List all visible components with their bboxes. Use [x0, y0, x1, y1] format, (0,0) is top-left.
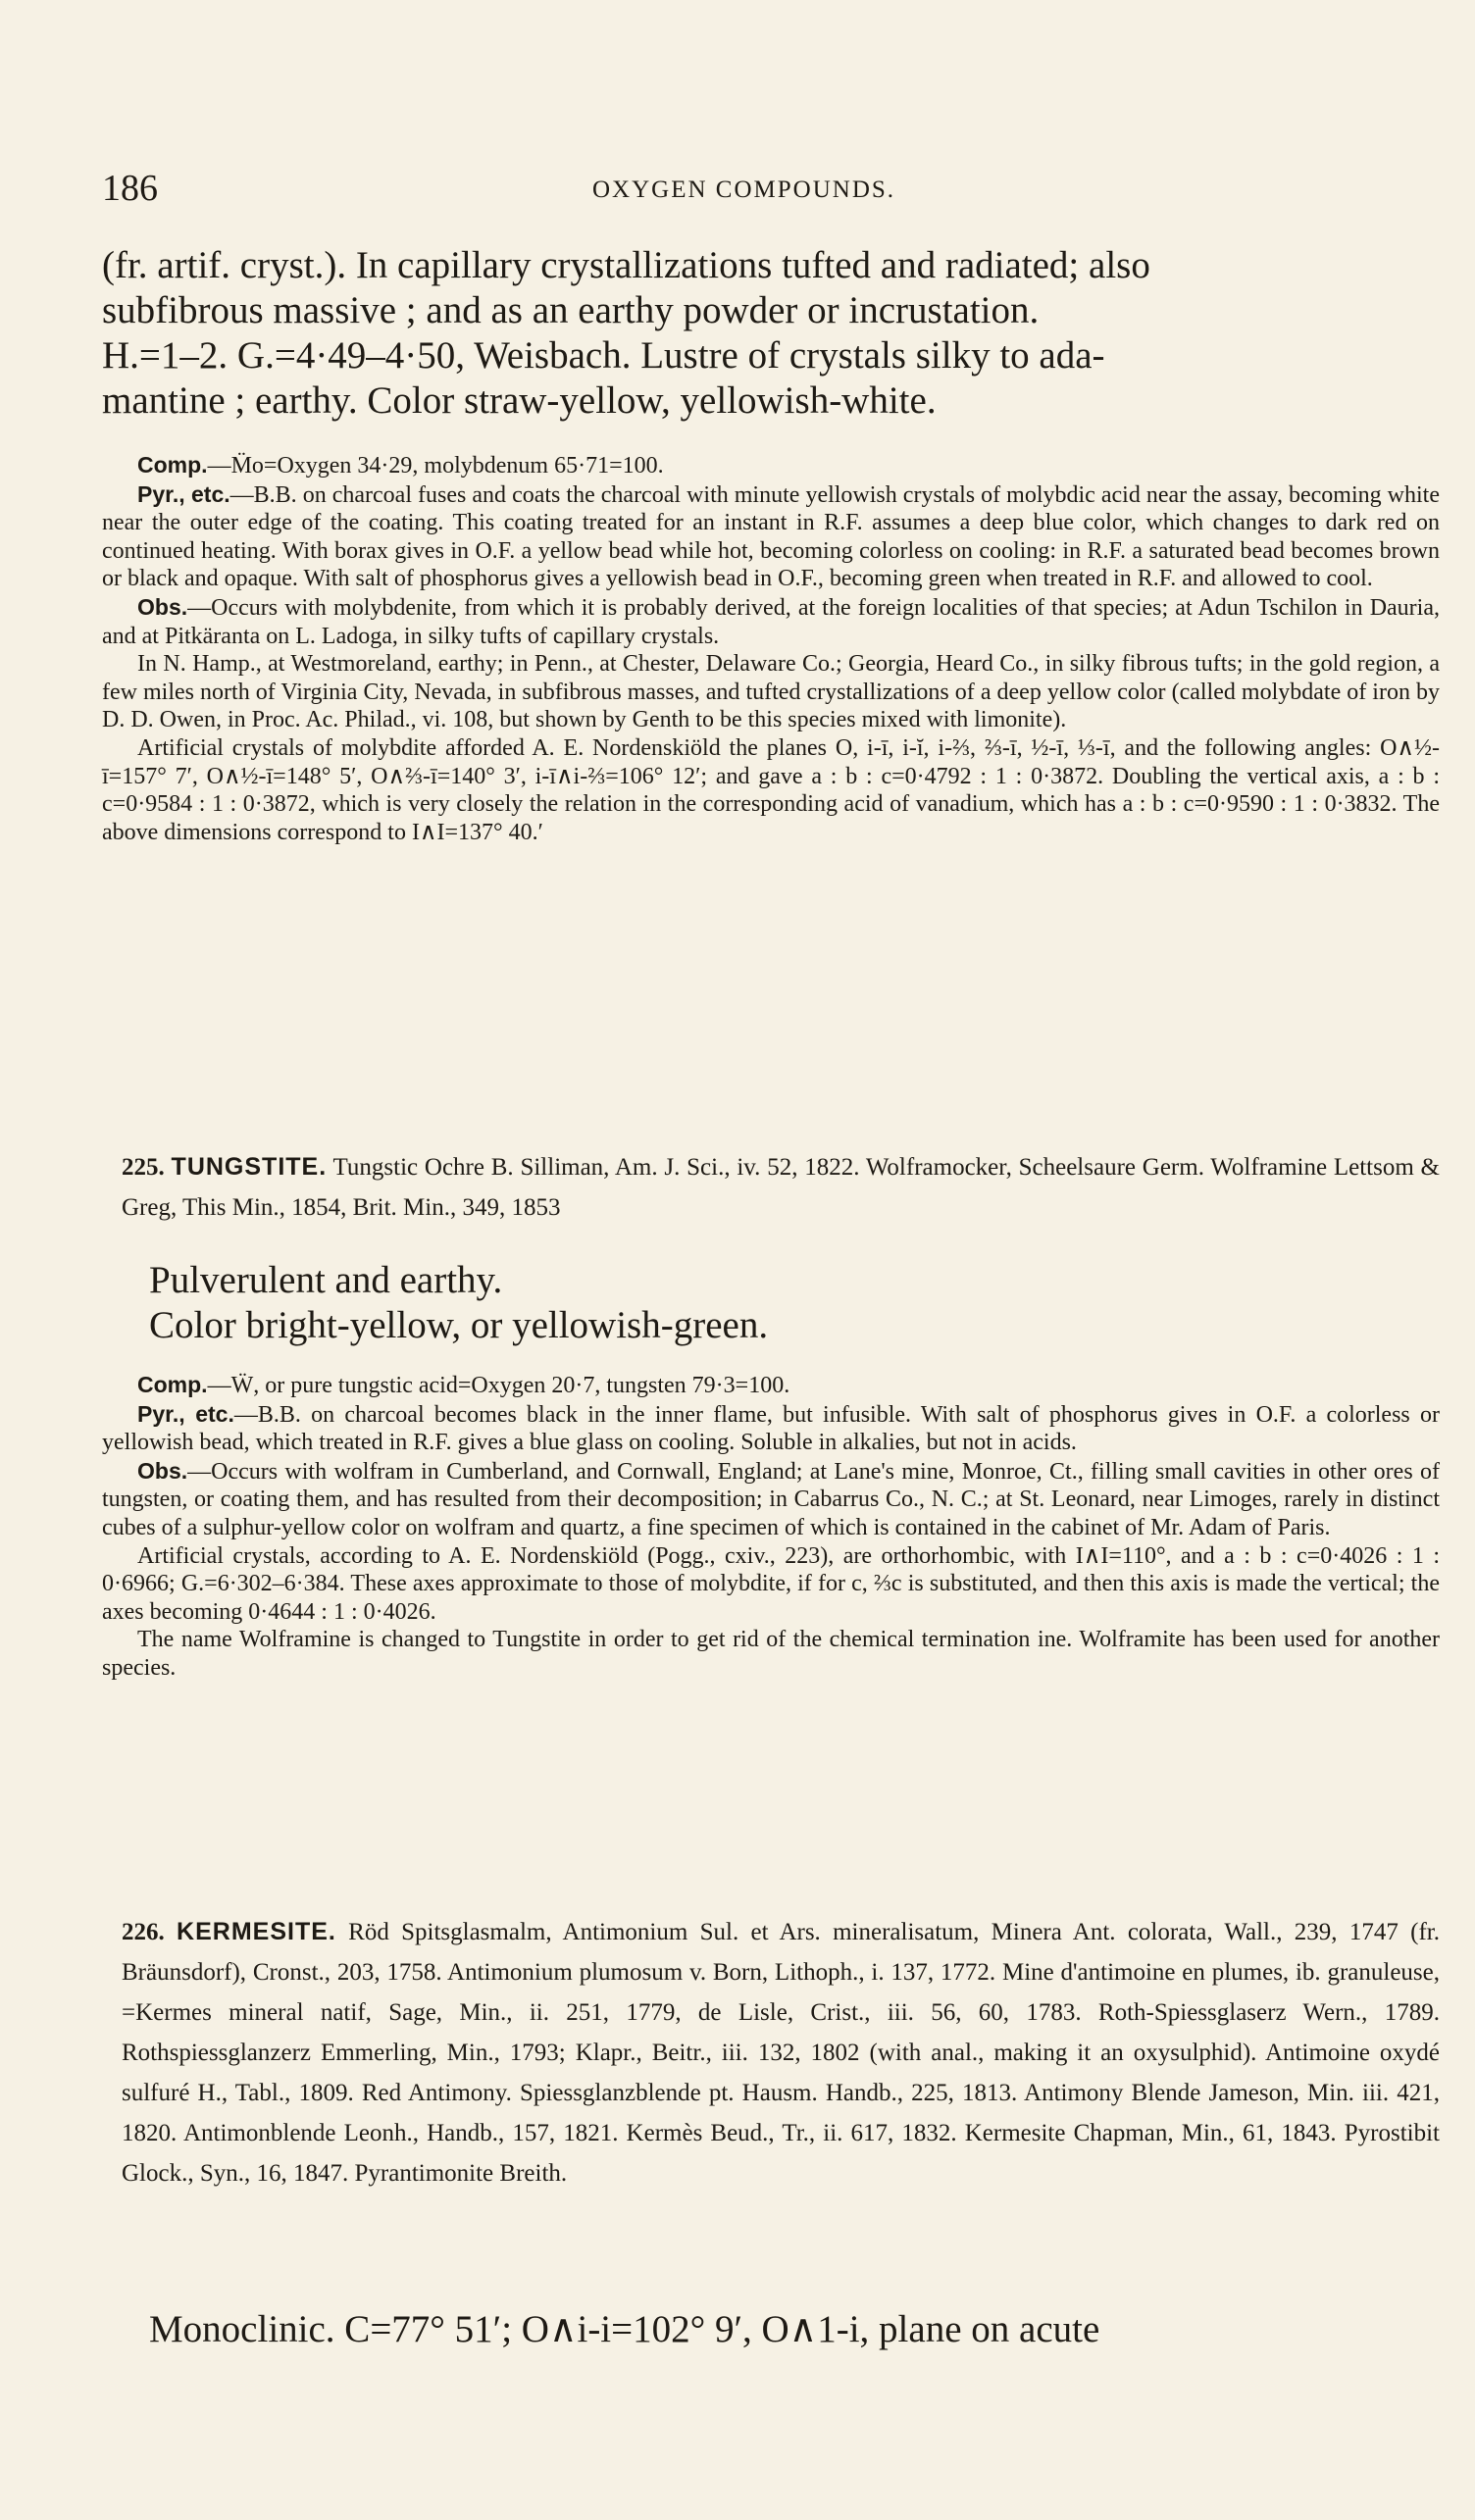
synonymy-text: Röd Spitsglasmalm, Antimonium Sul. et Ars. mineralisatum, Minera Ant. colorata, Wall., 239, 1747 (fr. Bräunsdorf), Cronst., 203, 1758. Antimonium plumosum v. Born, Lithoph., i. 137, 1772. Mine d'antimoine en plumes, ib. granuleuse, =Kermes mineral natif, Sage, Min., ii. 251, 1779, de Lisle, Crist., iii. 56, 60, 1783. Roth-Spiessglaserz Wern., 1789. Rothspiessglanzerz Emmerling, Min., 1793; Klapr., Beitr., iii. 132, 1802 (with anal., making it an oxysulphid). Antimoine oxydé sulfuré H., Tabl., 1809. Red Antimony. Spiessglanzblende pt. Hausm. Handb., 225, 1813. Antimony Blende Jameson, Min. iii. 421, 1820. Antimonblende Leonh., Handb., 157, 1821. Kermès Beud., Tr., ii. 617, 1832. Kermesite Chapman, Min., 61, 1843. Pyrostibit Glock., Syn., 16, 1847. Pyrantimonite Breith. — [122, 1919, 1440, 2187]
desc-line: (fr. artif. cryst.). In capillary crystallizations tufted and radiated; also — [102, 244, 1150, 286]
molybdite-notes — [102, 451, 1440, 846]
pyr-paragraph: Pyr., etc.—B.B. on charcoal fuses and coats the charcoal with minute yellowish crystals of molybdic acid near the assay, becoming white near the outer edge of the coating. This coating treated for an instant in R.F. assumes a deep blue color, which changes to dark red on continued heating. With borax gives in O.F. a yellow bead while hot, becoming colorless on cooling: in R.F. a saturated bead becomes brown or black and opaque. With salt of phosphorus gives a yellowish bead in O.F., becoming green when treated in R.F. and allowed to cool. — [102, 480, 1440, 592]
molybdite-description — [102, 243, 1436, 424]
synonymy-text: Tungstic Ochre B. Silliman, Am. J. Sci., iv. 52, 1822. Wolframocker, Scheelsaure Germ. Wolframine Lettsom & Greg, This Min., 1854, Brit. Min., 349, 1853 — [122, 1154, 1441, 1221]
running-title: OXYGEN COMPOUNDS. — [592, 176, 896, 203]
tungstite-synonymy — [122, 1147, 1440, 1228]
tungstite-notes — [102, 1371, 1440, 1683]
desc-line: mantine ; earthy. Color straw-yellow, yellowish-white. — [102, 379, 937, 422]
comp-paragraph: Comp.—Ẅ, or pure tungstic acid=Oxygen 20·7, tungsten 79·3=100. — [137, 1372, 790, 1398]
species-name: KERMESITE. — [177, 1918, 336, 1945]
page-number: 186 — [102, 168, 158, 209]
obs-label: Obs. — [137, 1457, 188, 1484]
obs-label: Obs. — [137, 593, 188, 620]
species-number: 225. — [122, 1154, 165, 1181]
tungstite-description — [149, 1258, 1475, 1348]
name-paragraph: The name Wolframine is changed to Tungstite in order to get rid of the chemical termination ine. Wolframite has been used for another species. — [102, 1627, 1440, 1681]
obs-paragraph: Obs.—Occurs with molybdenite, from which it is probably derived, at the foreign localities of that species; at Adun Tschilon in Dauria, and at Pitkäranta on L. Ladoga, in silky tufts of capillary crystals. — [102, 593, 1440, 649]
desc-line: subfibrous massive ; and as an earthy powder or incrustation. — [102, 289, 1040, 331]
obs-paragraph: Obs.—Occurs with wolfram in Cumberland, and Cornwall, England; at Lane's mine, Monroe, Ct., filling small cavities in other ores of tungsten, or coating them, and has resulted from their decomposition; in Cabarrus Co., N. C.; at St. Leonard, near Limoges, rarely in distinct cubes of a sulphur-yellow color on wolfram and quartz, a fine specimen of which is contained in the cabinet of Mr. Adam of Paris. — [102, 1457, 1440, 1540]
crystal-paragraph: Artificial crystals of molybdite afforded A. E. Nordenskiöld the planes O, i-ī, i-ĭ, i-⅔, ⅔-ī, ½-ī, ⅓-ī, and the following angles: O∧½-ī=157° 7′, O∧½-ī=148° 5′, O∧⅔-ī=140° 3′, i-ī∧i-⅔=106° 12′; and gave a : b : c=0·4792 : 1 : 0·3872. Doubling the vertical axis, a : b : c=0·9584 : 1 : 0·3872, which is very closely the relation in the corresponding acid of vanadium, which has a : b : c=0·9590 : 1 : 0·3832. The above dimensions correspond to I∧I=137° 40.′ — [102, 734, 1440, 845]
locality-paragraph: In N. Hamp., at Westmoreland, earthy; in Penn., at Chester, Delaware Co.; Georgia, Heard Co., in silky fibrous tufts; in the gold region, a few miles north of Virginia City, Nevada, in subfibrous masses, and tufted crystallizations of a deep yellow color (called molybdate of iron by D. D. Owen, in Proc. Ac. Philad., vi. 108, but shown by Genth to be this species mixed with limonite). — [102, 651, 1440, 733]
pyr-label: Pyr., etc. — [137, 1400, 234, 1427]
comp-label: Comp. — [137, 1372, 208, 1397]
desc-line: Pulverulent and earthy. — [149, 1259, 503, 1301]
species-name: TUNGSTITE. — [171, 1153, 328, 1181]
desc-line: Monoclinic. C=77° 51′; O∧i-i=102° 9′, O∧1-i, plane on acute — [149, 2308, 1100, 2350]
desc-line: H.=1–2. G.=4·49–4·50, Weisbach. Lustre of crystals silky to ada- — [102, 334, 1105, 377]
kermesite-description — [149, 2307, 1475, 2352]
comp-paragraph: Comp.—M̈o=Oxygen 34·29, molybdenum 65·71=100. — [137, 452, 664, 479]
crystal-paragraph: Artificial crystals, according to A. E. Nordenskiöld (Pogg., cxiv., 223), are orthorhombic, with I∧I=110°, and a : b : c=0·4026 : 1 : 0·6966; G.=6·302–6·384. These axes approximate to those of molybdite, if for c, ⅔c is substituted, and then this axis is made the vertical; the axes becoming 0·4644 : 1 : 0·4026. — [102, 1542, 1440, 1625]
pyr-label: Pyr., etc. — [137, 480, 230, 507]
pyr-paragraph: Pyr., etc.—B.B. on charcoal becomes black in the inner flame, but infusible. With salt of phosphorus gives in O.F. a colorless or yellowish bead, which treated in R.F. gives a blue glass on cooling. Soluble in alkalies, but not in acids. — [102, 1400, 1440, 1456]
kermesite-synonymy — [122, 1912, 1440, 2193]
species-number: 226. — [122, 1919, 165, 1945]
comp-label: Comp. — [137, 452, 208, 478]
desc-line: Color bright-yellow, or yellowish-green. — [149, 1304, 769, 1346]
